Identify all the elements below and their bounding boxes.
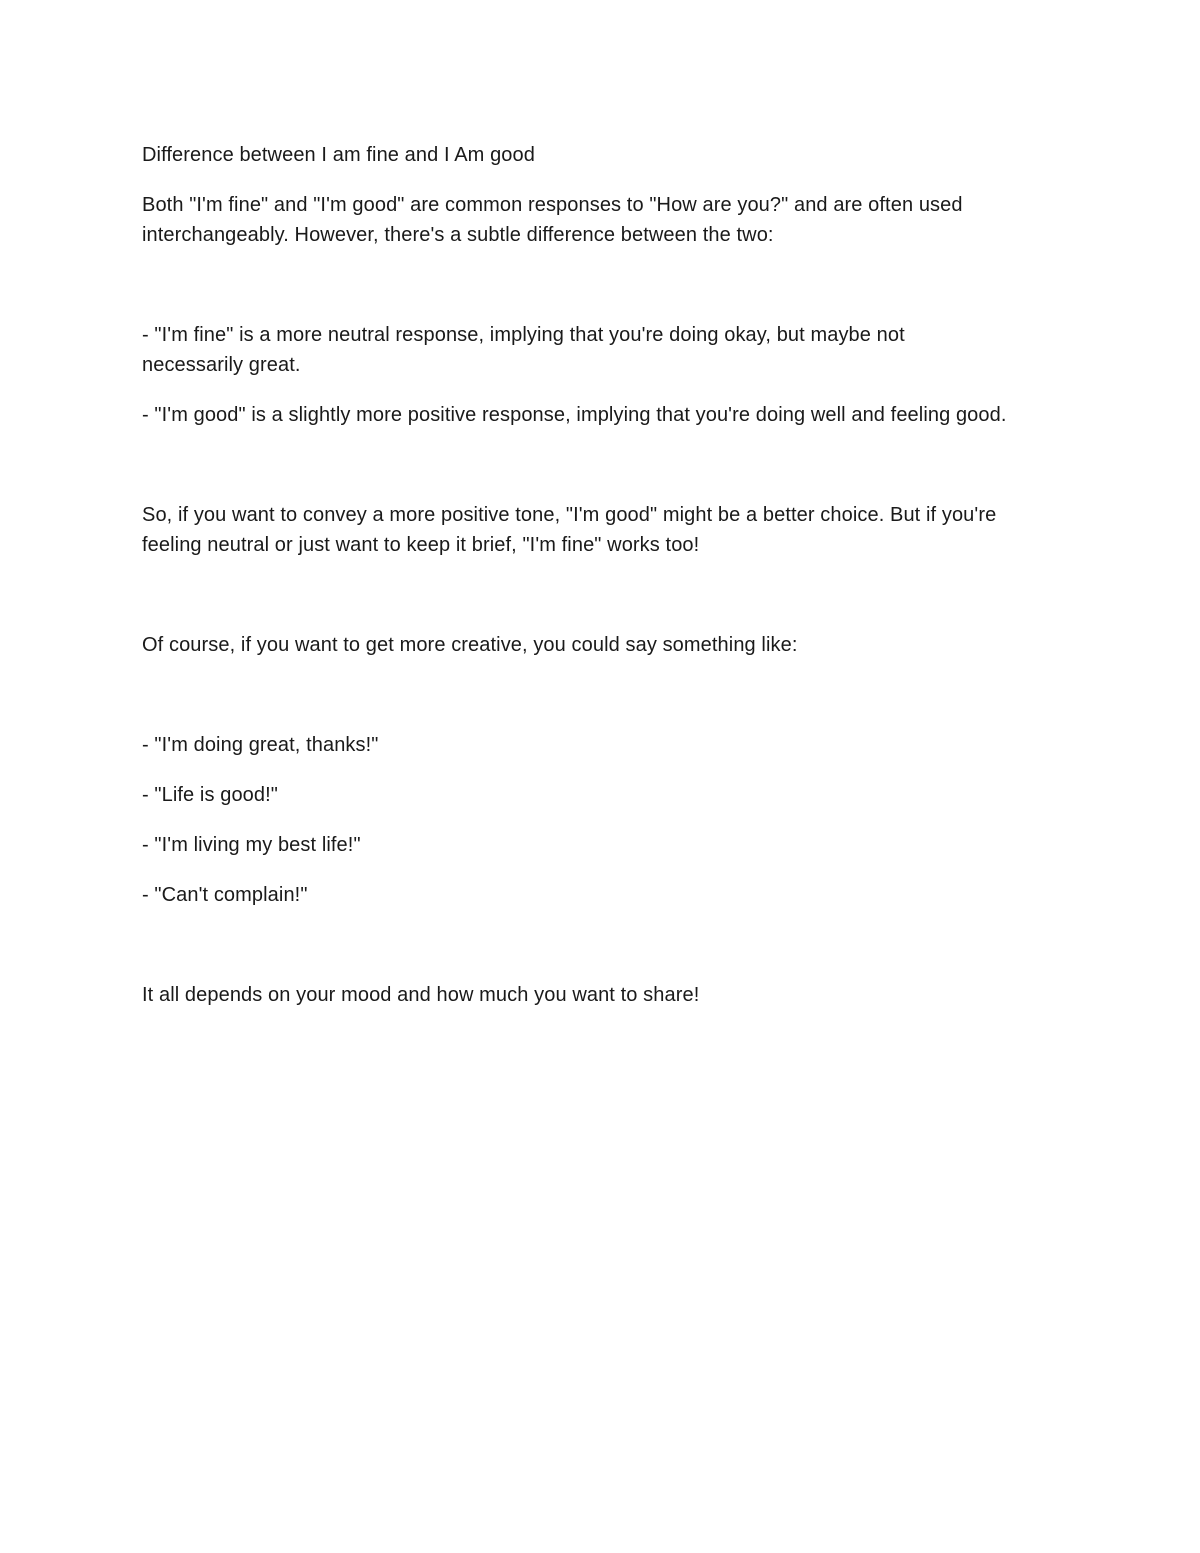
advice-line-1: So, if you want to convey a more positive tone, "I'm good" might be a better choice. But if you're: [142, 504, 997, 526]
closing-line: It all depends on your mood and how much you want to share!: [142, 984, 700, 1006]
point-good: - "I'm good" is a slightly more positive response, implying that you're doing well and feeling good.: [142, 404, 1007, 426]
document-title: Difference between I am fine and I Am good: [142, 144, 535, 166]
example-item: - "Can't complain!": [142, 884, 308, 906]
example-item: - "I'm doing great, thanks!": [142, 734, 379, 756]
intro-line-1: Both "I'm fine" and "I'm good" are common responses to "How are you?" and are often used: [142, 194, 963, 216]
intro-line-2: interchangeably. However, there's a subtle difference between the two:: [142, 224, 774, 246]
point-fine-line-1: - "I'm fine" is a more neutral response, implying that you're doing okay, but maybe not: [142, 324, 905, 346]
example-item: - "Life is good!": [142, 784, 278, 806]
point-fine-line-2: necessarily great.: [142, 354, 301, 376]
creative-intro: Of course, if you want to get more creative, you could say something like:: [142, 634, 798, 656]
advice-line-2: feeling neutral or just want to keep it brief, "I'm fine" works too!: [142, 534, 700, 556]
example-item: - "I'm living my best life!": [142, 834, 361, 856]
